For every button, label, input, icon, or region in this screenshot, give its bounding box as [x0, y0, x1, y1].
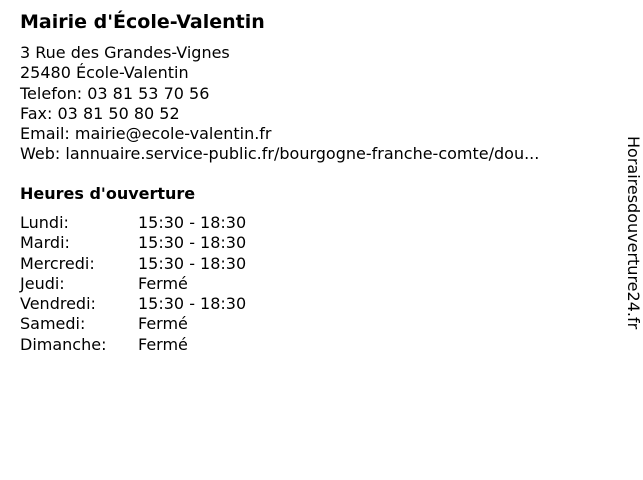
- contact-block: [20, 43, 600, 165]
- day-hours: 15:30 - 18:30: [138, 233, 247, 253]
- day-hours: Fermé: [138, 273, 188, 293]
- day-label: Vendredi:: [20, 294, 96, 314]
- postal-city: 25480 École-Valentin: [20, 63, 189, 83]
- day-label: Samedi:: [20, 314, 86, 334]
- street-address: 3 Rue des Grandes-Vignes: [20, 43, 230, 62]
- day-label: Mardi:: [20, 233, 70, 253]
- day-hours: 15:30 - 18:30: [138, 294, 247, 314]
- day-label: Lundi:: [20, 213, 69, 232]
- day-label: Dimanche:: [20, 334, 107, 354]
- page-title: Mairie d'École-Valentin: [20, 11, 265, 33]
- hours-row-monday: [20, 213, 246, 233]
- day-hours: Fermé: [138, 314, 188, 334]
- hours-row-friday: [20, 294, 246, 314]
- phone-number[interactable]: 03 81 53 70 56: [87, 83, 210, 103]
- hours-row-sunday: [20, 335, 246, 355]
- site-brand-vertical[interactable]: Horairesdouverture24.fr: [624, 136, 643, 330]
- fax-number: 03 81 50 80 52: [57, 103, 180, 123]
- day-hours: 15:30 - 18:30: [138, 253, 247, 273]
- phone-label: Telefon:: [20, 83, 83, 103]
- day-hours: 15:30 - 18:30: [138, 213, 247, 232]
- opening-hours-table: [20, 213, 246, 355]
- hours-row-thursday: [20, 274, 246, 294]
- hours-row-wednesday: [20, 254, 246, 274]
- hours-row-tuesday: [20, 233, 246, 253]
- fax-label: Fax:: [20, 103, 53, 123]
- web-link[interactable]: lannuaire.service-public.fr/bourgogne-franche-comte/dou...: [65, 144, 540, 164]
- phone-line: [20, 84, 600, 104]
- web-label: Web:: [20, 144, 61, 164]
- email-line: [20, 124, 600, 144]
- day-hours: Fermé: [138, 334, 188, 354]
- email-link[interactable]: mairie@ecole-valentin.fr: [74, 124, 272, 144]
- fax-line: [20, 104, 600, 124]
- day-label: Jeudi:: [20, 273, 65, 293]
- email-label: Email:: [20, 124, 70, 144]
- hours-row-saturday: [20, 314, 246, 334]
- opening-hours-heading: Heures d'ouverture: [20, 184, 196, 203]
- day-label: Mercredi:: [20, 253, 95, 273]
- web-line: [20, 144, 600, 164]
